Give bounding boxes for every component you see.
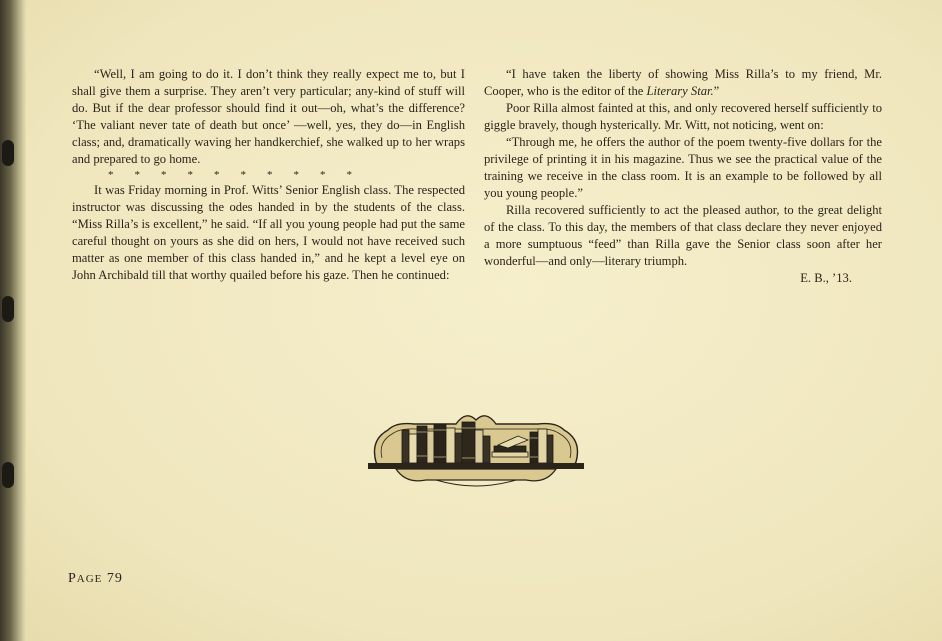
left-paragraph-1: “Well, I am going to do it. I don’t think they really expect me to, but I shall give them a surprise. They aren’t very particular; any-kind of stuff will do. But if the dear professor should find it out—oh, what’s the difference? ‘The valiant never tate of death but once’ —well, yes, they do—in English class; and, dramatically waving her handkerchief, she walked up to her wraps and prepared to go home. <box>72 67 465 166</box>
magazine-title: Literary Star. <box>646 84 714 98</box>
star: * <box>108 169 114 181</box>
section-break-stars <box>108 168 465 182</box>
star: * <box>240 169 246 181</box>
right-paragraph-4: Rilla recovered sufficiently to act the pleased author, to the great delight of the class. To this day, the members of that class declare they never enjoyed a more sumptuous “feed” than Rilla gave the Senior class soon after her wonderful—and only—literary triumph. <box>484 203 882 268</box>
binding-hole <box>2 296 14 322</box>
star: * <box>320 169 326 181</box>
right-paragraph-3: “Through me, he offers the author of the poem twenty-five dollars for the privilege of printing it in his magazine. Thus we see the practical value of the training we receive in the class room. It is an example to be followed by all you young people.” <box>484 135 882 200</box>
page-label-rest: AGE <box>76 573 103 585</box>
star: * <box>214 169 220 181</box>
star: * <box>293 169 299 181</box>
page-number: 79 <box>106 571 123 586</box>
star: * <box>134 169 140 181</box>
left-paragraph-2: It was Friday morning in Prof. Witts’ Senior English class. The respected instructor was discussing the odes handed in by the students of the class. “Miss Rilla’s is excellent,” he said. “If all you young people had put the same careful thought on yours as she did on hers, I would not have received such matter as one member of this class handed in,” and he kept a level eye on John Archibald till that worthy quailed before his gaze. Then he continued: <box>72 183 465 282</box>
binding-hole <box>2 462 14 488</box>
right-paragraph-2: Poor Rilla almost fainted at this, and only recovered herself sufficiently to giggle bravely, though hysterically. Mr. Witt, not noticing, went on: <box>484 101 882 132</box>
page-number-footer <box>68 571 123 587</box>
star: * <box>161 169 167 181</box>
binding-hole <box>2 140 14 166</box>
star: * <box>267 169 273 181</box>
star: * <box>346 169 352 181</box>
right-column <box>484 66 882 287</box>
page-binding <box>0 0 26 641</box>
text-run: “I have taken the liberty of showing Miss Rilla’s to my friend, Mr. Cooper, who is the editor of the <box>484 67 882 98</box>
author-signature: E. B., ’13. <box>800 271 852 285</box>
left-column <box>72 66 465 284</box>
right-paragraph-1 <box>484 66 882 100</box>
page-label-initial: P <box>68 571 77 586</box>
bookshelf-ornament-icon <box>366 400 586 495</box>
star: * <box>187 169 193 181</box>
text-run: ” <box>713 84 720 98</box>
